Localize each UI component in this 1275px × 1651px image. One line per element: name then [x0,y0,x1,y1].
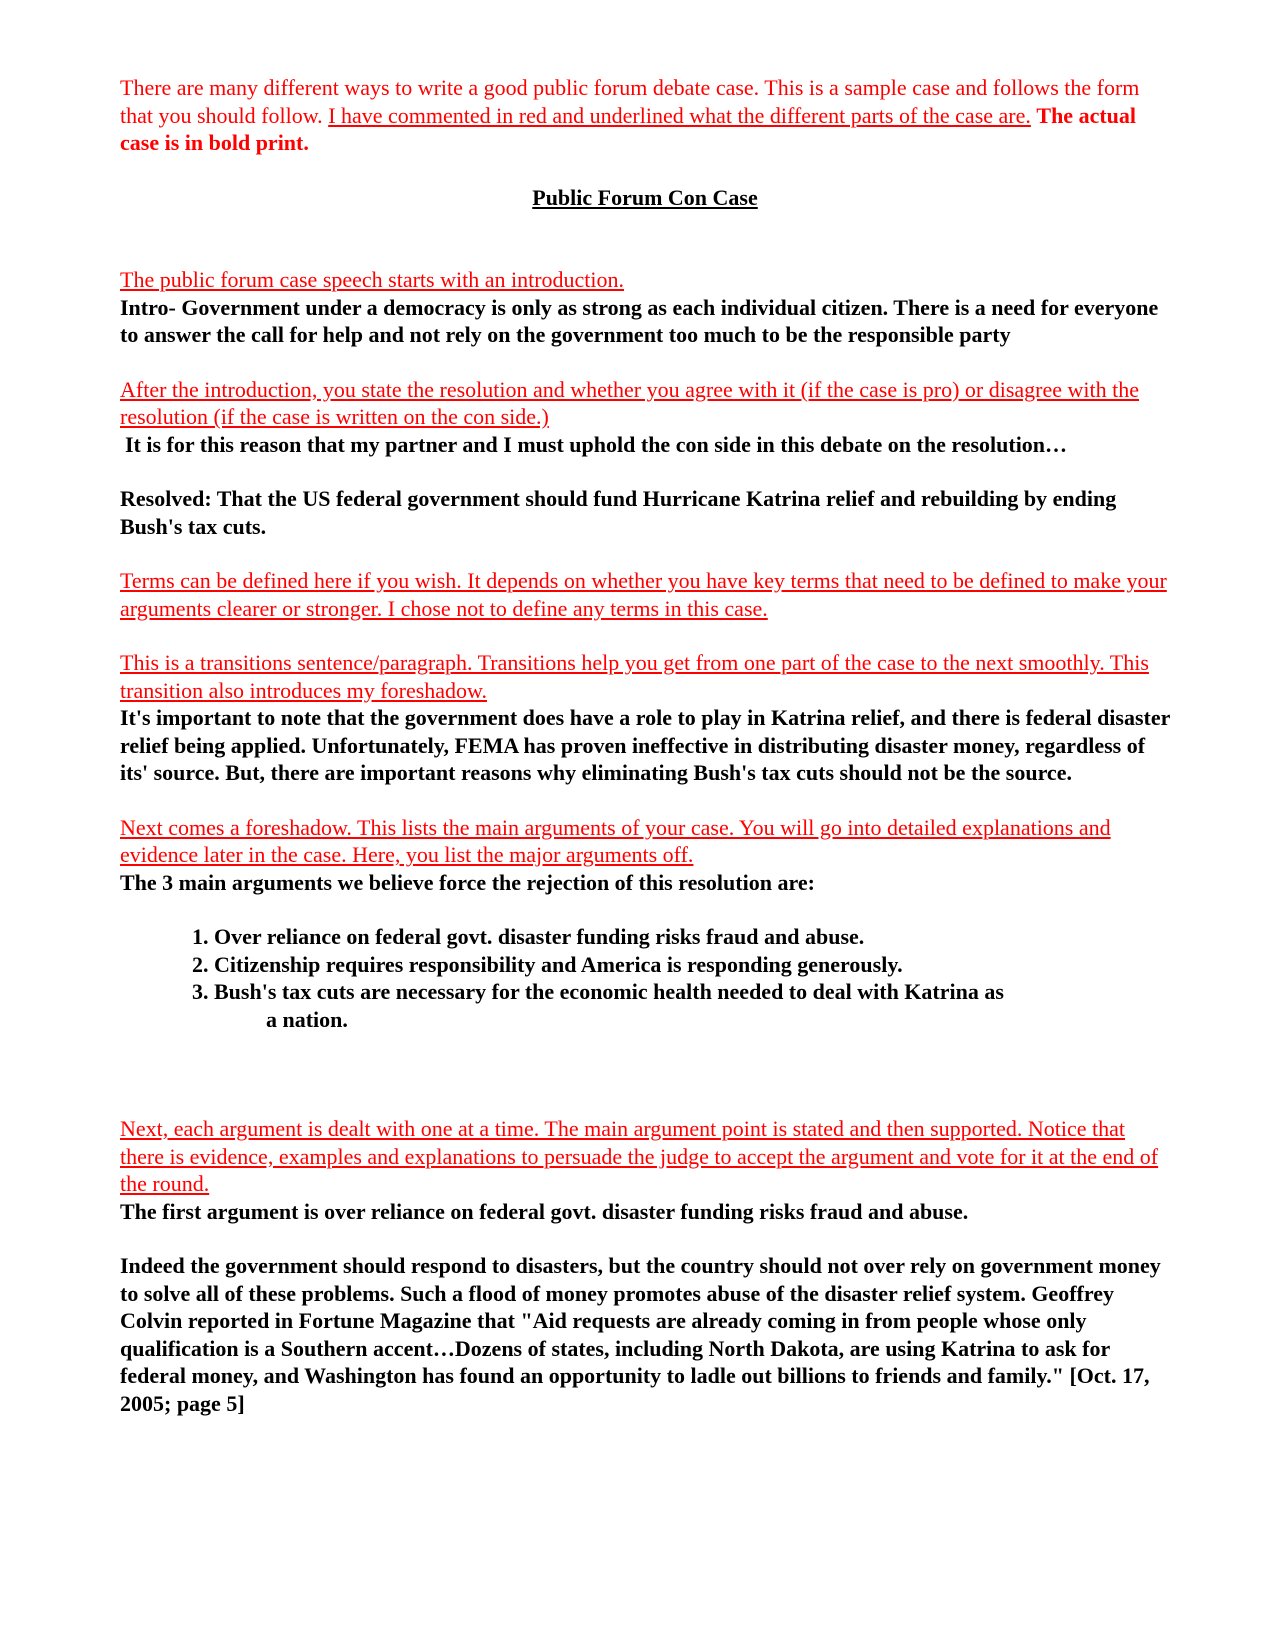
case-transition: It's important to note that the government does have a role to play in Katrina relief, and there is federal disaster relief being applied. Unfortunately, FEMA has proven ineffective in distributing disaster money, regardless of its' source. But, there are important reasons why eliminating Bush's tax cuts should not be the source. [120,705,1170,785]
argument-text: Citizenship requires responsibility and America is responding generously. [214,951,903,977]
note-transition: This is a transitions sentence/paragraph. Transitions help you get from one part of the case to the next smoothly. This transition also introduces my foreshadow. [120,650,1149,703]
case-introduction: Intro- Government under a democracy is only as strong as each individual citizen. There is a need for everyone to answer the call for help and not rely on the government too much to be the responsible party [120,294,1159,347]
list-item [192,978,1170,1033]
page-title: Public Forum Con Case [532,184,758,210]
list-item [192,951,1170,979]
argument-list [120,923,1170,1033]
case-resolved: Resolved: That the US federal government should fund Hurricane Katrina relief and rebuilding by ending Bush's tax cuts. [120,486,1117,539]
case-uphold-statement: It is for this reason that my partner and I must uphold the con side in this debate on the resolution… [125,431,1068,457]
case-evidence: Indeed the government should respond to disasters, but the country should not over rely on government money to solve all of these problems. Such a flood of money promotes abuse of the disaster relief system. Geoffrey Colvin reported in Fortune Magazine that "Aid requests are already coming in from people whose only qualification is a Southern accent…Dozens of states, including North Dakota, are using Katrina to ask for federal money, and Washington has found an opportunity to ladle out billions to friends and family." [Oct. 17, 2005; page 5] [120,1253,1161,1416]
document-page [120,74,1170,1417]
argument-text: Bush's tax cuts are necessary for the economic health needed to deal with Katrina as [214,979,1004,1004]
note-terms: Terms can be defined here if you wish. It depends on whether you have key terms that need to be defined to make your arguments clearer or stronger. I chose not to define any terms in this case. [120,568,1167,621]
argument-number: 2. [192,951,209,977]
case-foreshadow: The 3 main arguments we believe force the rejection of this resolution are: [120,869,815,895]
intro-note-plain: There are many different ways to write a good public forum debate case. This is a sample case and follows the form that you should follow. [120,75,1140,128]
note-arguments: Next, each argument is dealt with one at a time. The main argument point is stated and then supported. Notice that there is evidence, examples and explanations to persuade the judge to accept the argument and vote for it at the end of the round. [120,1116,1159,1196]
argument-text-block [214,978,1170,1033]
argument-number: 1. [192,924,209,949]
intro-note [120,74,1170,157]
note-foreshadow: Next comes a foreshadow. This lists the main arguments of your case. You will go into detailed explanations and evidence later in the case. Here, you list the major arguments off. [120,814,1111,867]
list-item [192,923,1170,951]
note-introduction: The public forum case speech starts with an introduction. [120,267,625,292]
intro-note-underlined: I have commented in red and underlined what the different parts of the case are. [328,102,1031,128]
argument-text: Over reliance on federal govt. disaster funding risks fraud and abuse. [214,924,865,949]
case-first-argument: The first argument is over reliance on federal govt. disaster funding risks fraud and abuse. [120,1198,969,1224]
argument-number: 3. [192,979,209,1004]
note-resolution: After the introduction, you state the resolution and whether you agree with it (if the case is pro) or disagree with the resolution (if the case is written on the con side.) [120,376,1140,429]
intro-note-bold: The actual case is in bold print. [120,102,1137,155]
argument-text-continued: a nation. [266,1006,348,1032]
